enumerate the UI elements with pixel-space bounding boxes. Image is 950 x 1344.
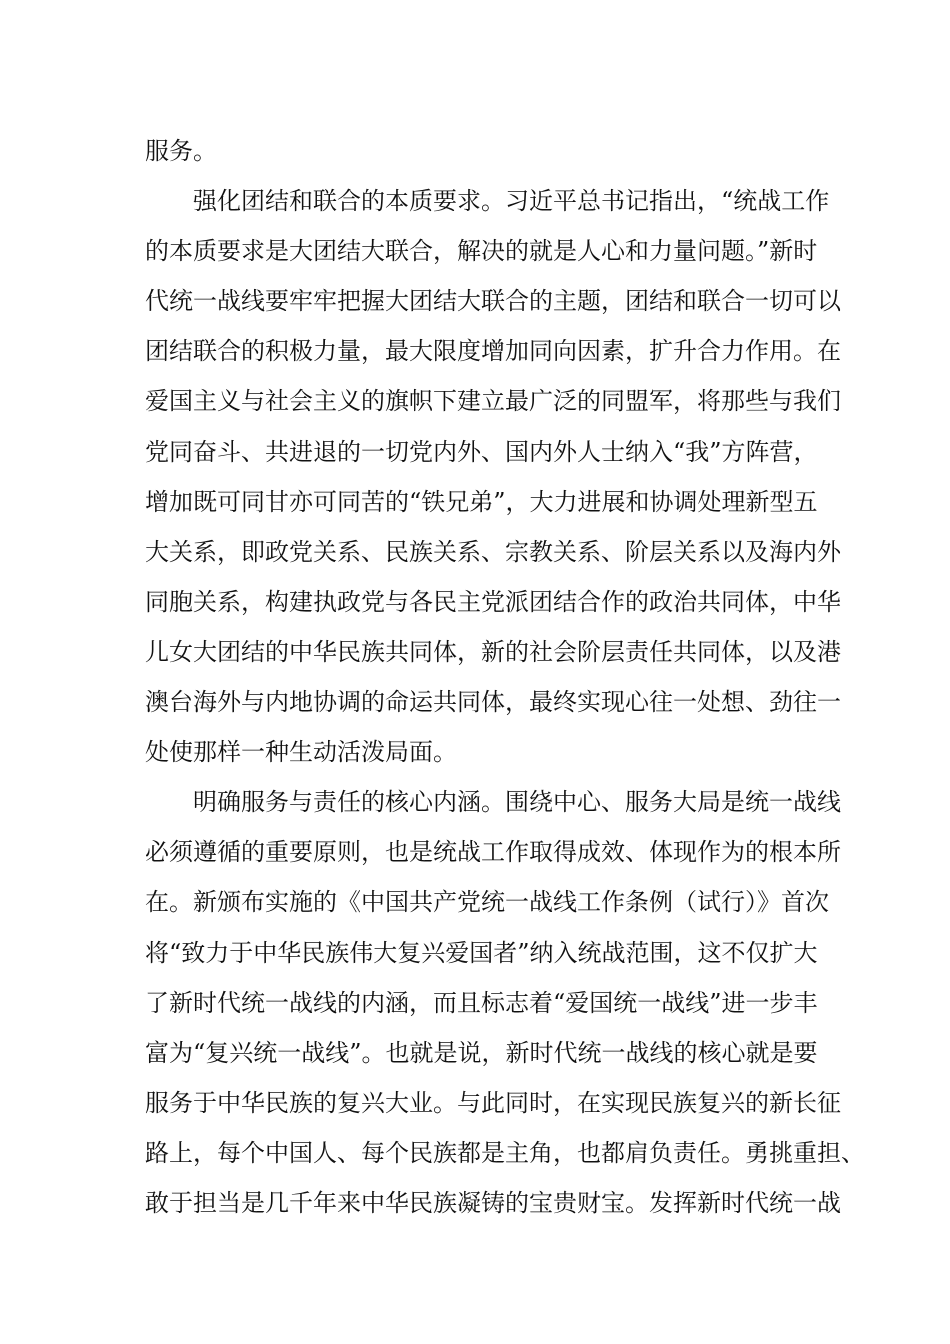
text-line: 爱国主义与社会主义的旗帜下建立最广泛的同盟军，将那些与我们 [145,387,841,416]
text-line: 团结联合的积极力量，最大限度增加同向因素，扩升合力作用。在 [145,337,841,366]
text-line: 路上，每个中国人、每个民族都是主角，也都肩负责任。勇挑重担、 [145,1138,865,1167]
text-line: 澳台海外与内地协调的命运共同体，最终实现心往一处想、劲往一 [145,688,841,717]
text-line: 儿女大团结的中华民族共同体，新的社会阶层责任共同体，以及港 [145,637,841,666]
text-line: 了新时代统一战线的内涵，而且标志着“爱国统一战线”进一步丰 [145,988,818,1017]
document-page [145,126,865,1228]
text-line: 服务。 [145,137,217,165]
text-line: 富为“复兴统一战线”。也就是说，新时代统一战线的核心就是要 [145,1038,818,1067]
text-line: 大关系，即政党关系、民族关系、宗教关系、阶层关系以及海内外 [145,537,841,566]
text-line: 明确服务与责任的核心内涵。围绕中心、服务大局是统一战线 [193,788,841,817]
text-line: 代统一战线要牢牢把握大团结大联合的主题，团结和联合一切可以 [145,287,841,316]
text-line: 同胞关系，构建执政党与各民主党派团结合作的政治共同体，中华 [145,587,841,616]
text-line: 处使那样一种生动活泼局面。 [145,738,457,767]
text-line: 必须遵循的重要原则，也是统战工作取得成效、体现作为的根本所 [145,838,841,867]
text-line: 增加既可同甘亦可同苦的“铁兄弟”，大力进展和协调处理新型五 [145,487,818,516]
text-line: 敢于担当是几千年来中华民族凝铸的宝贵财宝。发挥新时代统一战 [145,1188,841,1217]
text-line: 强化团结和联合的本质要求。习近平总书记指出，“统战工作 [193,187,830,216]
text-line: 服务于中华民族的复兴大业。与此同时，在实现民族复兴的新长征 [145,1088,841,1117]
text-line: 将“致力于中华民族伟大复兴爱国者”纳入统战范围，这不仅扩大 [145,938,818,967]
text-line: 党同奋斗、共进退的一切党内外、国内外人士纳入“我”方阵营， [145,437,818,466]
text-line: 的本质要求是大团结大联合，解决的就是人心和力量问题。”新时 [145,237,818,266]
text-line: 在。新颁布实施的《中国共产党统一战线工作条例（试行）》首次 [145,888,829,917]
